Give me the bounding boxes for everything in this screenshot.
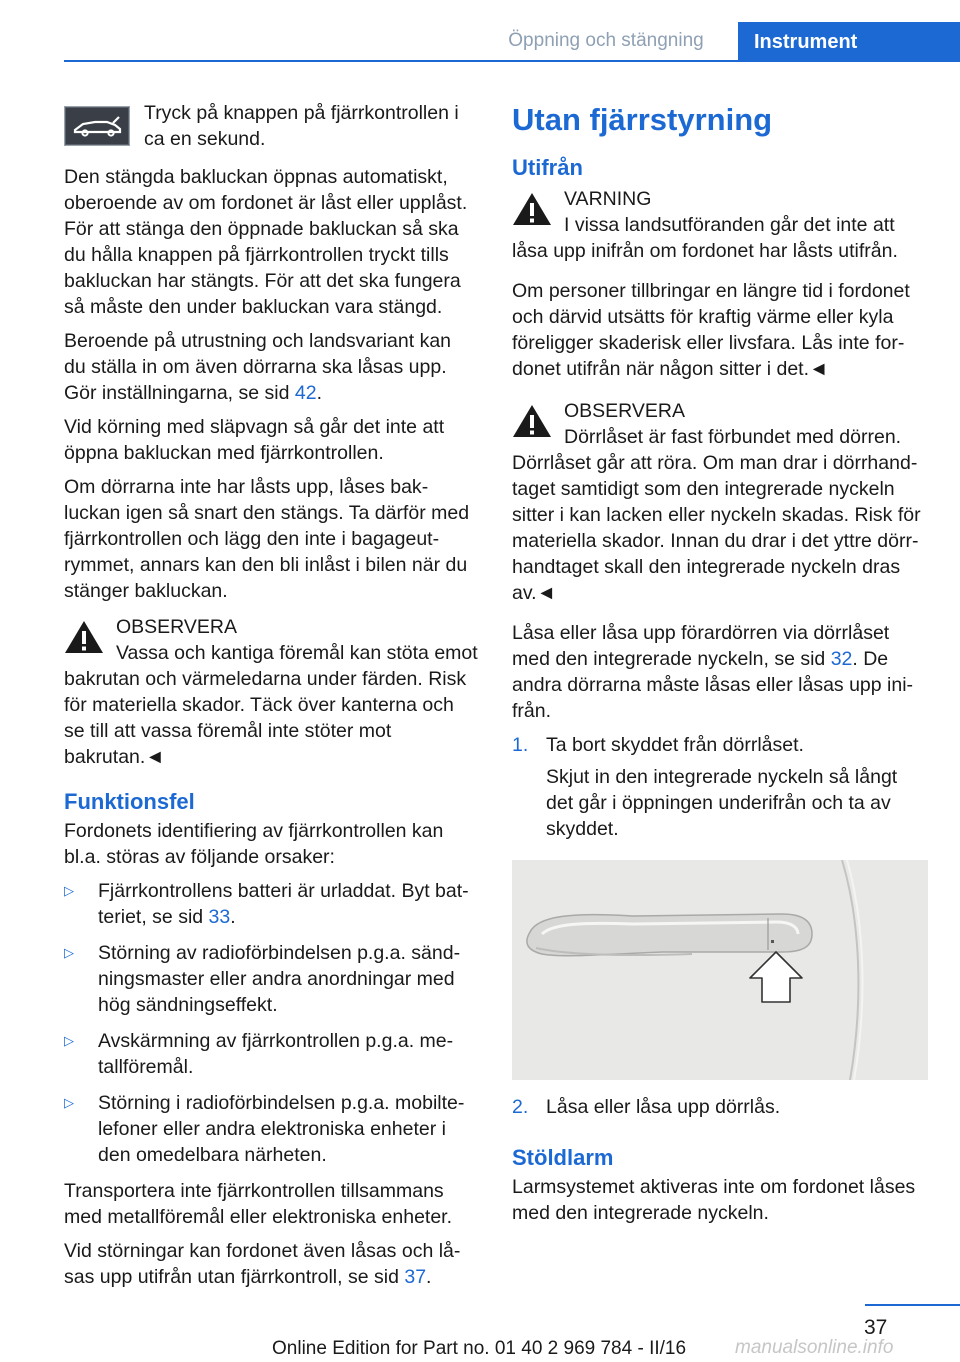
caution-text: Vassa och kantiga föremål kan stöta emot bakrutan och värmeledarna under färden. Risk för materiella skador. Täck över kanterna och se till att vassa föremål inte stöter mot bakrutan.◄: [64, 642, 478, 768]
paragraph: [64, 1238, 478, 1290]
step-item: [512, 732, 928, 842]
text: Låsa eller låsa upp förardörren via dörrlåset med den integrerade nyckeln, se sid: [512, 622, 890, 670]
header-section-title: Öppning och stängning: [508, 30, 704, 51]
warning-triangle-icon: [512, 404, 552, 438]
caution-title: OBSERVERA: [116, 616, 238, 638]
text: .: [426, 1266, 432, 1288]
trunk-button-icon: [64, 106, 130, 146]
subsection-heading: Utifrån: [512, 155, 583, 180]
header-rule: [64, 60, 960, 62]
list-item: [64, 1090, 478, 1168]
header-chapter-tab[interactable]: Instrument: [738, 22, 960, 62]
step-list: [512, 732, 928, 842]
paragraph: [512, 620, 928, 724]
page-link-32[interactable]: 32: [830, 648, 853, 670]
paragraph: Transportera inte fjärrkontrollen tillsammans med metallföremål eller elektroniska enheter.: [64, 1180, 453, 1228]
step-number: 1.: [512, 734, 529, 756]
step-number: 2.: [512, 1096, 529, 1118]
bullet-marker: ▷: [64, 883, 74, 898]
text: .: [230, 906, 236, 928]
step-text: Ta bort skyddet från dörrlåset.: [546, 734, 804, 756]
bullet-list: [64, 878, 478, 1168]
door-handle-illustration: [512, 860, 928, 1080]
paragraph: Om dörrarna inte har låsts upp, låses bakluckan igen så snart den stängs. Ta därför med fjärrkontrollen och lägg den inte i bagageutrymmet, annars kan den bli inlåst i bilen när du stänger bakluckan.: [64, 476, 470, 602]
warning-block: [512, 186, 928, 264]
text: .: [316, 382, 322, 404]
page-link-42[interactable]: 42: [294, 382, 317, 404]
remote-instruction: [64, 100, 478, 154]
warning-triangle-icon: [512, 192, 552, 226]
paragraph: Fordonets identifiering av fjärrkontrollen kan bl.a. störas av följande orsaker:: [64, 820, 444, 868]
page-number: 37: [864, 1316, 888, 1339]
warning-text: I vissa landsutföranden går det inte att låsa upp inifrån om fordonet har låsts utifrån.: [512, 214, 898, 262]
page-link-37[interactable]: 37: [404, 1266, 427, 1288]
warning-triangle-icon: [64, 620, 104, 654]
text: Avskärmning av fjärrkontrollen p.g.a. metallföremål.: [98, 1030, 454, 1078]
footer-rule: [865, 1304, 960, 1306]
watermark: manualsonline.info: [735, 1337, 894, 1358]
paragraph: Den stängda bakluckan öppnas automatiskt, oberoende av om fordonet är låst eller upplåst. För att stänga den öppnade bakluckan så ska du hålla knappen på fjärrkontrollen tryckt tills bakluckan har stängts. För att det ska fungera så måste den under bakluckan vara stängd.: [64, 166, 468, 318]
bullet-marker: ▷: [64, 1095, 74, 1110]
warning-title: VARNING: [564, 188, 652, 210]
section-heading: Funktionsfel: [64, 789, 195, 814]
text: Störning av radioförbindelsen p.g.a. sändningsmaster eller andra anordningar med hög sändningseffekt.: [98, 942, 461, 1016]
caution-block: [64, 614, 478, 770]
edition-note: Online Edition for Part no. 01 40 2 969 784 - II/16: [272, 1338, 687, 1359]
remote-instruction-text: Tryck på knappen på fjärrkontrollen i ca en sekund.: [144, 102, 459, 150]
page-link-33[interactable]: 33: [208, 906, 231, 928]
caution-title: OBSERVERA: [564, 400, 686, 422]
text: Vid störningar kan fordonet även låsas och låsas upp utifrån utan fjärrkontroll, se sid: [64, 1240, 461, 1288]
paragraph: Vid körning med släpvagn så går det inte att öppna bakluckan med fjärrkontrollen.: [64, 416, 445, 464]
list-item: [64, 1028, 478, 1080]
page-title: Utan fjärrstyrning: [512, 102, 773, 137]
paragraph: Larmsystemet aktiveras inte om fordonet låses med den integrerade nyckeln.: [512, 1176, 916, 1224]
bullet-marker: ▷: [64, 1033, 74, 1048]
section-heading: Stöldlarm: [512, 1145, 614, 1170]
text: Störning i radioförbindelsen p.g.a. mobiltelefoner eller andra elektroniska enheter i den omedelbara närheten.: [98, 1092, 465, 1166]
bullet-marker: ▷: [64, 945, 74, 960]
caution-block: [512, 398, 928, 606]
right-column: [512, 100, 928, 1234]
step-item: [512, 1094, 928, 1120]
step-text: Låsa eller låsa upp dörrlås.: [546, 1096, 781, 1118]
list-item: [64, 940, 478, 1018]
page-header: [0, 0, 960, 62]
paragraph: [64, 328, 478, 406]
step-list: [512, 1094, 928, 1120]
text: . De andra dörrarna måste låsas eller låsas upp inifrån.: [512, 648, 914, 722]
left-column: [64, 100, 478, 1298]
paragraph: Om personer tillbringar en längre tid i fordonet och därvid utsätts för kraftig värme eller kyla föreligger skaderisk eller livsfara. Lås inte fordonet utifrån när någon sitter i det.◄: [512, 280, 910, 380]
caution-text: Dörrlåset är fast förbundet med dörren. Dörrlåset går att röra. Om man drar i dörrhandtaget samtidigt som den integrerade nyckeln sitter i kan lacken eller nyckeln skadas. Risk för materiella skador. Innan du drar i det yttre dörrhandtaget skall den integrerade nyckeln dras av.◄: [512, 426, 921, 604]
list-item: [64, 878, 478, 930]
text: Beroende på utrustning och landsvariant kan du ställa in om även dörrarna ska låsas upp. Gör inställningarna, se sid: [64, 330, 452, 404]
text: Fjärrkontrollens batteri är urladdat. Byt batteriet, se sid: [98, 880, 469, 928]
step-subtext: Skjut in den integrerade nyckeln så långt det går i öppningen underifrån och ta av skyddet.: [546, 766, 898, 840]
